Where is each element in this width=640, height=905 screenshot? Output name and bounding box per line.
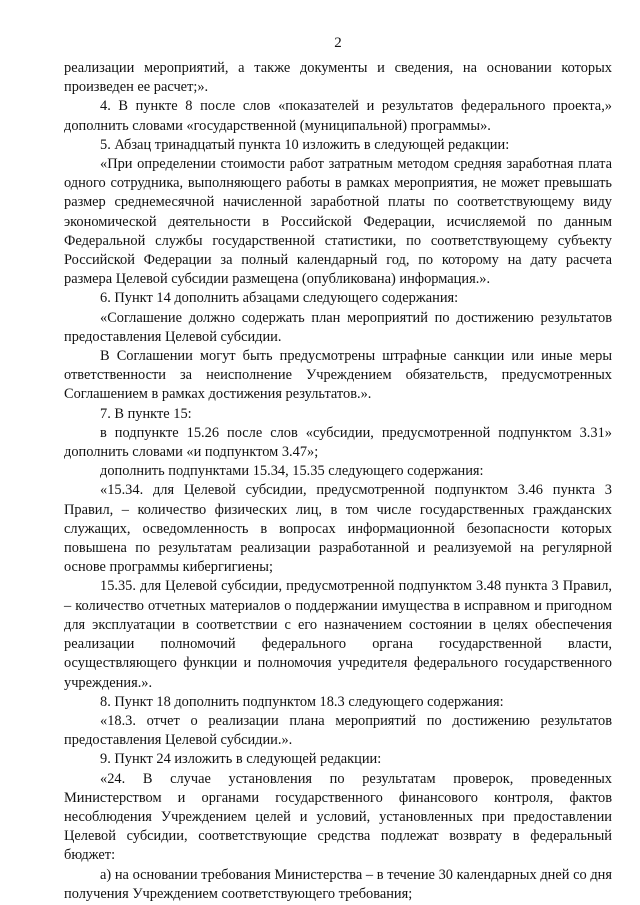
document-body: [64, 59, 612, 904]
paragraph: «15.34. для Целевой субсидии, предусмотренной подпунктом 3.46 пункта 3 Правил, – количество физических лиц, в том числе государственных гражданских служащих, осведомленность в вопросах информационной безопасности которых повышена по результатам реализации разработанной и реализуемой на регулярной основе программы кибергигиены;: [64, 482, 612, 576]
paragraph: «24. В случае установления по результатам проверок, проведенных Министерством и органами государственного финансового контроля, фактов несоблюдения Учреждением целей и условий, установленных при предоставлении Целевой субсидии, соответствующие средства подлежат возврату в федеральный бюджет:: [64, 770, 612, 864]
paragraph: 8. Пункт 18 дополнить подпунктом 18.3 следующего содержания:: [100, 693, 504, 710]
paragraph: «При определении стоимости работ затратным методом средняя заработная плата одного сотрудника, выполняющего работы в рамках мероприятия, не может превышать размер среднемесячной начисленной заработной платы по соответствующему виду экономической деятельности в Российской Федерации, исчисляемой по данным Федеральной службы государственной статистики, по соответствующему субъекту Российской Федерации за полный календарный год, по которому на дату расчета размера Целевой субсидии размещена (опубликована) информация.».: [64, 156, 612, 288]
paragraph: «18.3. отчет о реализации плана мероприятий по достижению результатов предоставления Целевой субсидии.».: [64, 712, 612, 749]
page-number: 2: [334, 35, 342, 51]
paragraph: «Соглашение должно содержать план мероприятий по достижению результатов предоставления Целевой субсидии.: [64, 309, 612, 345]
paragraph: 15.35. для Целевой субсидии, предусмотренной подпунктом 3.48 пункта 3 Правил, – количество отчетных материалов о поддержании имущества в исправном и пригодном для эксплуатации в соответствии с его назначением состоянии в целях обеспечения реализации полномочий федерального органа государственной власти, осуществляющего функции и полномочия учредителя федерального государственного учреждения.».: [64, 578, 612, 691]
paragraph: а) на основании требования Министерства – в течение 30 календарных дней со дня получения Учреждением соответствующего требования;: [64, 866, 612, 902]
paragraph: 9. Пункт 24 изложить в следующей редакции:: [100, 751, 382, 768]
paragraph: 7. В пункте 15:: [100, 405, 192, 422]
paragraph: в подпункте 15.26 после слов «субсидии, предусмотренной подпунктом 3.31» дополнить словами «и подпунктом 3.47»;: [64, 424, 612, 461]
paragraph: 5. Абзац тринадцатый пункта 10 изложить в следующей редакции:: [100, 136, 510, 153]
paragraph: В Соглашении могут быть предусмотрены штрафные санкции или иные меры ответственности за неисполнение Учреждением обязательств, предусмотренных Соглашением в рамках достижения результатов.».: [64, 348, 612, 403]
paragraph: 4. В пункте 8 после слов «показателей и результатов федерального проекта,» дополнить словами «государственной (муниципальной) программы».: [64, 98, 612, 134]
paragraph: реализации мероприятий, а также документы и сведения, на основании которых произведен ее расчет;».: [64, 60, 612, 96]
paragraph: дополнить подпунктами 15.34, 15.35 следующего содержания:: [100, 463, 484, 480]
paragraph: 6. Пункт 14 дополнить абзацами следующего содержания:: [100, 290, 459, 307]
